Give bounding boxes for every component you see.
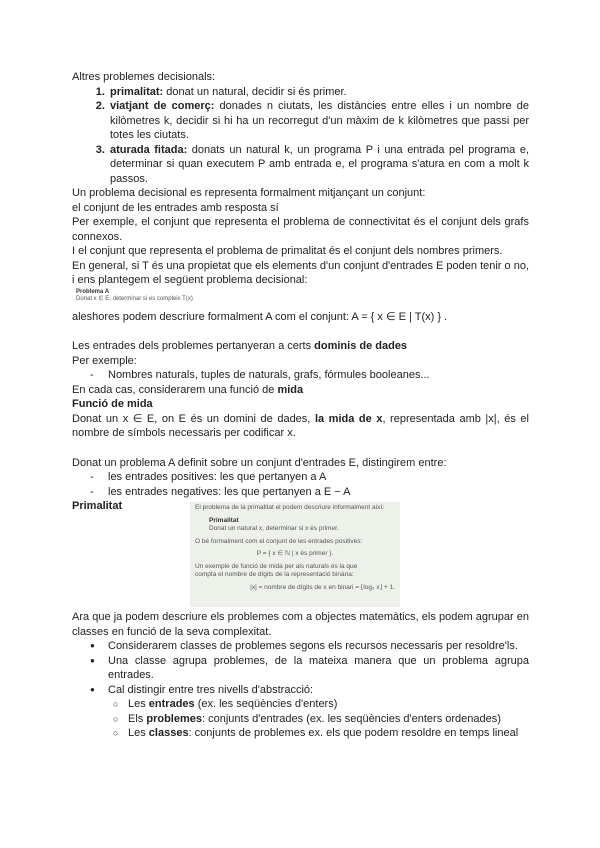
dash-list xyxy=(72,470,529,499)
paragraph: Ara que ja podem descriure els problemes com a objectes matemàtics, els podem agrupar en classes en funció de la seva complexitat. xyxy=(72,611,529,638)
list-item: 2. viatjant de comerç: donades n ciutats, les distàncies entre elles i un nombre de kilòmetres k, decidir si hi ha un recorregut d'un màxim de k kilòmetres que passi per totes les ciutats. xyxy=(108,99,529,143)
figure-body: Donat x ∈ E, determinar si es compleix T(x) xyxy=(76,295,193,302)
paragraph: el conjunt de les entrades amb resposta sí xyxy=(72,201,279,214)
paragraph: Un problema decisional es representa formalment mitjançant un conjunt: xyxy=(72,187,426,199)
numbered-list xyxy=(72,85,529,187)
section-heading: Funció de mida xyxy=(72,398,153,410)
paragraph: Per exemple, el conjunt que representa el problema de connectivitat és el conjunt dels grafs connexos. xyxy=(72,216,529,243)
paragraph: aleshores podem descriure formalment A com el conjunt: A = { x ∈ E | T(x) } . xyxy=(72,310,448,323)
figure-title: Problema A xyxy=(76,288,110,295)
paragraph: I el conjunt que representa el problema de primalitat és el conjunt dels nombres primers. xyxy=(72,245,503,257)
list-item: - Nombres naturals, tuples de naturals, grafs, fórmules booleanes... xyxy=(108,368,529,383)
list-item: ○ Les classes: conjunts de problemes ex. els que podem resoldre en temps lineal xyxy=(128,726,529,741)
list-item: ● Cal distingir entre tres nivells d'abstracció: ○ Les entrades (ex. les seqüències d'enters) ○ Els problemes: conjunts d'entrades (ex. les seqüències d'enters ordenades) ○ Les classes: conjunts de problemes ex. els que podem resoldre en temps lineal xyxy=(108,683,529,741)
document-page xyxy=(72,70,529,741)
problem-figure xyxy=(76,289,529,303)
dash-list xyxy=(72,368,529,383)
primalitat-figure: El problema de la primalitat el podem descriure informalment així: Primalitat Donat un natural x, determinar si x és primer. O bé formalment com el conjunt de les entrades positives: P = { x ∈ ℕ | x és primer }. Un exemple de funció de mida per als naturals és la que compta el nombre de dígits de la representació binària: |x| = nombre de dígits de x en binari = ⌊log₂ x⌋ + 1. xyxy=(190,502,400,607)
list-item: ● Una classe agrupa problemes, de la mateixa manera que un problema agrupa entrades. xyxy=(108,654,529,683)
sub-list xyxy=(108,697,529,741)
paragraph: Donat un x ∈ E, on E és un domini de dades, la mida de x, representada amb |x|, és el nombre de símbols necessaris per codificar x. xyxy=(72,412,529,439)
intro-text: Altres problemes decisionals: xyxy=(72,71,216,83)
paragraph: En general, si T és una propietat que els elements d'un conjunt d'entrades E poden tenir o no, i ens plantegem el següent problema decisional: xyxy=(72,259,529,286)
list-item: - les entrades negatives: les que pertanyen a E − A xyxy=(108,485,529,500)
section-heading: Primalitat xyxy=(72,500,123,512)
list-item: ○ Les entrades (ex. les seqüències d'enters) xyxy=(128,697,529,712)
list-item: 1. primalitat: donat un natural, decidir si és primer. xyxy=(108,85,529,100)
list-item: 3. aturada fitada: donats un natural k, un programa P i una entrada pel programa e, determinar si quan executem P amb entrada e, el programa s'atura en com a molt k passos. xyxy=(108,143,529,187)
list-item: ● Considerarem classes de problemes segons els recursos necessaris per resoldre'ls. xyxy=(108,639,529,654)
list-item: ○ Els problemes: conjunts d'entrades (ex. les seqüències d'enters ordenades) xyxy=(128,712,529,727)
paragraph: Les entrades dels problemes pertanyeran a certs dominis de dades xyxy=(72,340,408,352)
bullet-list xyxy=(72,639,529,741)
list-item: - les entrades positives: les que pertanyen a A xyxy=(108,470,529,485)
paragraph: Per exemple: xyxy=(72,354,137,367)
paragraph: En cada cas, considerarem una funció de mida xyxy=(72,383,304,396)
primalitat-section xyxy=(72,499,529,610)
paragraph: Donat un problema A definit sobre un conjunt d'entrades E, distingirem entre: xyxy=(72,456,447,469)
